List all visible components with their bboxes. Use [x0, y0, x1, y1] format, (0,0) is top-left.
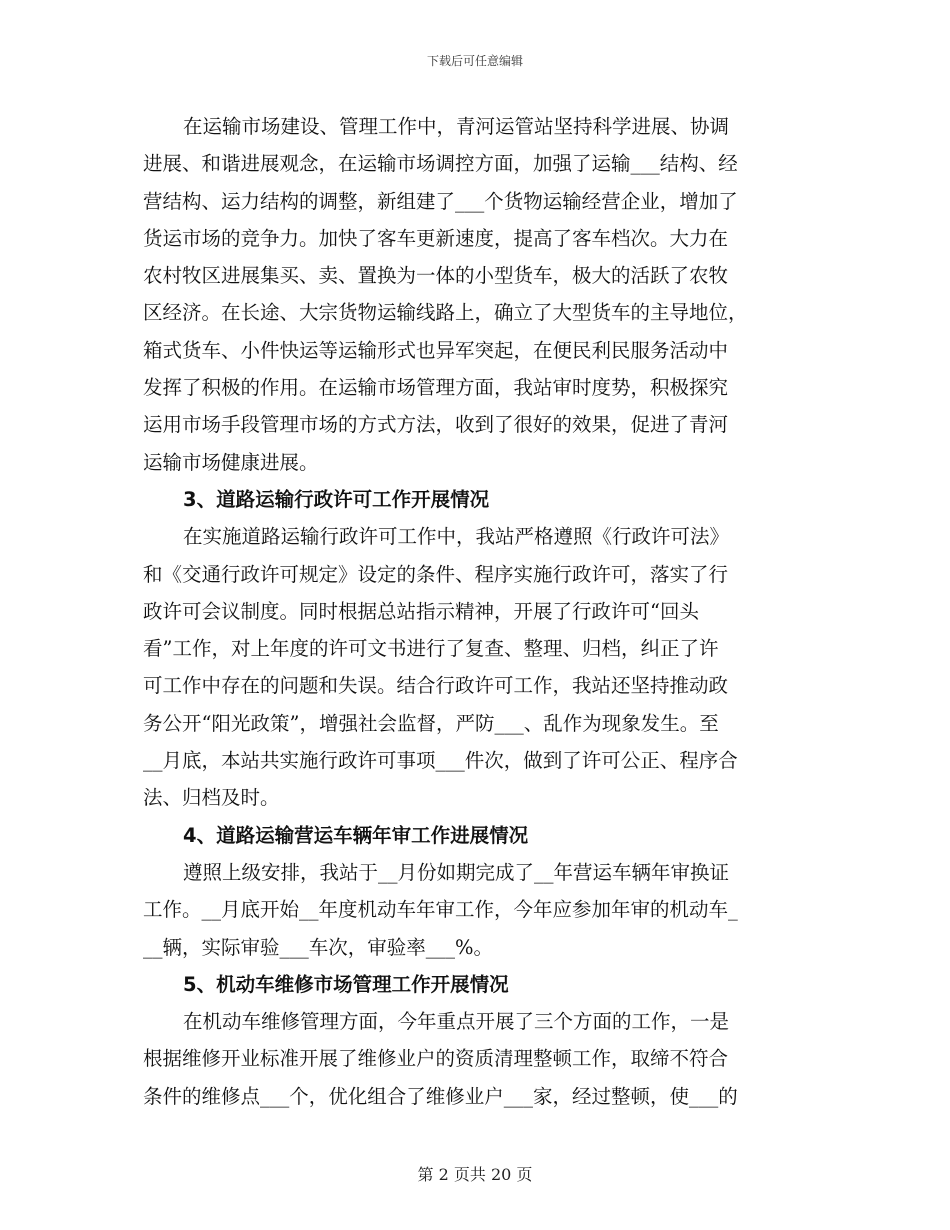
paragraph-line: 营结构、运力结构的调整，新组建了___个货物运输经营企业，增加了 — [143, 189, 738, 213]
paragraph-line: 区经济。在长途、大宗货物运输线路上，确立了大型货车的主导地位， — [143, 301, 748, 325]
paragraph-line: 可工作中存在的问题和失误。结合行政许可工作，我站还坚持推动政 — [143, 674, 729, 698]
document-body — [143, 108, 813, 1115]
paragraph-line: 根据维修开业标准开展了维修业户的资质清理整顿工作，取缔不符合 — [143, 1047, 729, 1071]
paragraph-line: 农村牧区进展集买、卖、置换为一体的小型货车，极大的活跃了农牧 — [143, 264, 729, 288]
section-heading: 4、道路运输营运车辆年审工作进展情况 — [183, 823, 529, 847]
paragraph-line: 政许可会议制度。同时根据总站指示精神，开展了行政许可“回头 — [143, 599, 699, 623]
paragraph-line: 遵照上级安排，我站于__月份如期完成了__年营运车辆年审换证 — [183, 860, 730, 884]
paragraph-line: 工作。__月底开始__年度机动车年审工作，今年应参加年审的机动车_ — [143, 898, 738, 922]
paragraph-line: 在运输市场建设、管理工作中，青河运管站坚持科学进展、协调 — [183, 115, 730, 138]
paragraph-line: 箱式货车、小件快运等运输形式也异军突起，在便民利民服务活动中 — [143, 338, 729, 362]
page-number: 第 2 页共 20 页 — [417, 1165, 533, 1184]
paragraph-line: 发挥了积极的作用。在运输市场管理方面，我站审时度势，积极探究 — [143, 376, 729, 400]
paragraph-line: 运输市场健康进展。 — [143, 450, 319, 474]
paragraph-line: __月底，本站共实施行政许可事项___件次，做到了许可公正、程序合 — [143, 749, 738, 773]
paragraph-line: __辆，实际审验___车次，审验率___%。 — [143, 935, 494, 959]
paragraph-line: 货运市场的竞争力。加快了客车更新速度，提高了客车档次。大力在 — [143, 226, 729, 250]
paragraph-line: 在实施道路运输行政许可工作中，我站严格遵照《行政许可法》 — [183, 525, 730, 549]
section-heading: 3、道路运输行政许可工作开展情况 — [183, 487, 490, 511]
paragraph-line: 看”工作，对上年度的许可文书进行了复查、整理、归档，纠正了许 — [143, 637, 719, 661]
section-heading: 5、机动车维修市场管理工作开展情况 — [183, 972, 509, 996]
paragraph-line: 和《交通行政许可规定》设定的条件、程序实施行政许可，落实了行 — [143, 562, 729, 586]
paragraph-line: 法、归档及时。 — [143, 786, 280, 810]
page-header-note: 下载后可任意编辑 — [426, 54, 523, 68]
paragraph-line: 运用市场手段管理市场的方式方法，收到了很好的效果，促进了青河 — [143, 413, 729, 437]
paragraph-line: 进展、和谐进展观念，在运输市场调控方面，加强了运输___结构、经 — [143, 152, 738, 176]
paragraph-line: 在机动车维修管理方面，今年重点开展了三个方面的工作，一是 — [183, 1010, 730, 1034]
paragraph-line: 条件的维修点___个，优化组合了维修业户___家，经过整顿，使___的 — [143, 1084, 738, 1108]
paragraph-line: 务公开“阳光政策”，增强社会监督，严防___、乱作为现象发生。至 — [143, 711, 719, 735]
